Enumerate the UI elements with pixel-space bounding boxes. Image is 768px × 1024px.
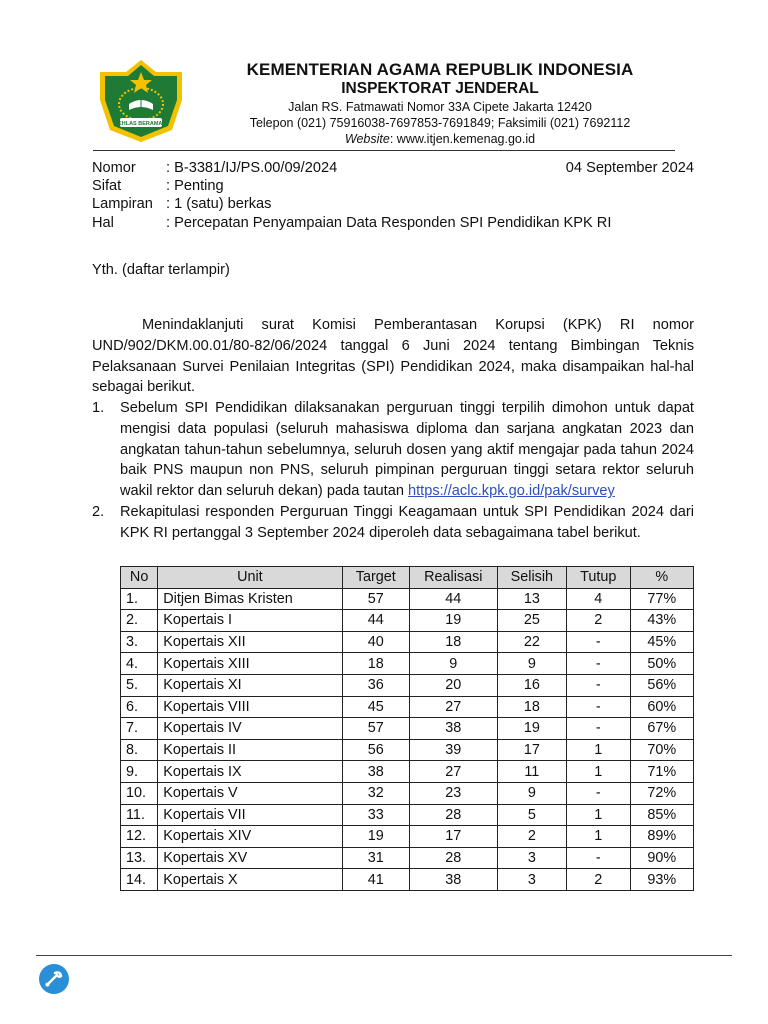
cell-target: 31 [342, 847, 409, 869]
table-row [121, 588, 694, 610]
ministry-name: KEMENTERIAN AGAMA REPUBLIK INDONESIA [246, 60, 634, 79]
cell-tutup: - [567, 674, 630, 696]
cell-percent: 56% [630, 674, 693, 696]
cell-tutup: 1 [567, 804, 630, 826]
col-header-unit: Unit [158, 567, 342, 589]
nomor-label: Nomor [92, 160, 136, 176]
cell-target: 33 [342, 804, 409, 826]
list-number: 2. [92, 504, 105, 520]
footer-divider [36, 955, 732, 956]
cell-unit: Kopertais IX [158, 761, 342, 783]
cell-selisih: 2 [497, 826, 566, 848]
cell-no: 6. [121, 696, 158, 718]
table-row [121, 674, 694, 696]
meta-row-sifat [92, 177, 694, 195]
cell-tutup: - [567, 847, 630, 869]
cell-no: 1. [121, 588, 158, 610]
cell-no: 14. [121, 869, 158, 891]
col-header-tutup: Tutup [567, 567, 630, 589]
cell-tutup: 4 [567, 588, 630, 610]
hal-label: Hal [92, 214, 114, 231]
table-row [121, 631, 694, 653]
table-row [121, 804, 694, 826]
table-row [121, 718, 694, 740]
cell-unit: Kopertais XI [158, 674, 342, 696]
cell-unit: Kopertais XII [158, 631, 342, 653]
col-header-selisih: Selisih [497, 567, 566, 589]
cell-unit: Kopertais VII [158, 804, 342, 826]
cell-unit: Kopertais XV [158, 847, 342, 869]
hal-value: : Percepatan Penyampaian Data Responden SPI Pendidikan KPK RI [166, 214, 612, 231]
website-separator: : [389, 132, 397, 146]
cell-unit: Kopertais X [158, 869, 342, 891]
cell-no: 5. [121, 674, 158, 696]
cell-percent: 60% [630, 696, 693, 718]
cell-realisasi: 18 [410, 631, 498, 653]
cell-target: 18 [342, 653, 409, 675]
list-item-2 [92, 502, 694, 544]
kemenag-logo-icon [94, 58, 188, 144]
office-name: INSPEKTORAT JENDERAL [341, 80, 539, 97]
logo-motto: IKHLAS BERAMAL [116, 121, 166, 127]
table-row [121, 826, 694, 848]
cell-realisasi: 27 [410, 696, 498, 718]
cell-no: 11. [121, 804, 158, 826]
cell-realisasi: 19 [410, 610, 498, 632]
cell-tutup: 2 [567, 869, 630, 891]
cell-no: 7. [121, 718, 158, 740]
cell-target: 56 [342, 739, 409, 761]
meta-row-lampiran [92, 195, 694, 213]
cell-unit: Ditjen Bimas Kristen [158, 588, 342, 610]
cell-no: 8. [121, 739, 158, 761]
table-body [121, 588, 694, 890]
cell-selisih: 19 [497, 718, 566, 740]
cell-realisasi: 38 [410, 869, 498, 891]
cell-target: 44 [342, 610, 409, 632]
cell-percent: 67% [630, 718, 693, 740]
header-divider [93, 150, 675, 151]
cell-unit: Kopertais V [158, 782, 342, 804]
cell-percent: 50% [630, 653, 693, 675]
office-phone: Telepon (021) 75916038-7697853-7691849; Faksimili (021) 7692112 [249, 116, 631, 130]
col-header-no: No [121, 567, 158, 589]
cell-no: 3. [121, 631, 158, 653]
cell-target: 19 [342, 826, 409, 848]
letter-meta [92, 159, 694, 232]
cell-selisih: 3 [497, 847, 566, 869]
letter-date: 04 September 2024 [565, 160, 694, 176]
col-header-realisasi: Realisasi [410, 567, 498, 589]
nomor-value: : B-3381/IJ/PS.00/09/2024 [166, 160, 338, 176]
item1-text: Sebelum SPI Pendidikan dilaksanakan perguruan tinggi terpilih dimohon untuk dapat mengisi data populasi (seluruh mahasiswa diploma dan sarjana angkatan 2023 dan angkatan tahun-tahun sebelumnya, seluruh dosen yang aktif mengajar pada tahun 2024 baik PNS maupun non PNS, seluruh pimpinan perguruan tinggi setara rektor seluruh wakil rektor dan seluruh dekan) pada tautan [120, 400, 694, 500]
scribd-icon[interactable] [38, 963, 70, 995]
sifat-label: Sifat [92, 178, 122, 195]
cell-selisih: 9 [497, 782, 566, 804]
respondent-table [120, 566, 694, 891]
table-row [121, 610, 694, 632]
cell-percent: 77% [630, 588, 693, 610]
intro-paragraph: Menindaklanjuti surat Komisi Pemberantasan Korupsi (KPK) RI nomor UND/902/DKM.00.01/80-82/06/2024 tanggal 6 Juni 2024 tentang Bimbingan Teknis Pelaksanaan Survei Penilaian Integritas (SPI) Pendidikan 2024, maka disampaikan hal-hal sebagai berikut. [92, 317, 694, 396]
cell-unit: Kopertais IV [158, 718, 342, 740]
cell-unit: Kopertais XIII [158, 653, 342, 675]
cell-selisih: 13 [497, 588, 566, 610]
cell-percent: 70% [630, 739, 693, 761]
lampiran-label: Lampiran [92, 196, 153, 213]
table-header-row [121, 567, 694, 589]
office-website [190, 132, 690, 146]
cell-percent: 71% [630, 761, 693, 783]
cell-tutup: 1 [567, 761, 630, 783]
cell-selisih: 3 [497, 869, 566, 891]
cell-tutup: - [567, 653, 630, 675]
cell-unit: Kopertais VIII [158, 696, 342, 718]
cell-selisih: 18 [497, 696, 566, 718]
cell-selisih: 22 [497, 631, 566, 653]
list-item-1 [92, 398, 694, 502]
cell-percent: 90% [630, 847, 693, 869]
cell-realisasi: 39 [410, 739, 498, 761]
cell-target: 32 [342, 782, 409, 804]
cell-percent: 72% [630, 782, 693, 804]
cell-unit: Kopertais I [158, 610, 342, 632]
table-row [121, 847, 694, 869]
cell-target: 38 [342, 761, 409, 783]
cell-target: 57 [342, 588, 409, 610]
cell-selisih: 25 [497, 610, 566, 632]
cell-realisasi: 27 [410, 761, 498, 783]
cell-selisih: 5 [497, 804, 566, 826]
cell-realisasi: 9 [410, 653, 498, 675]
cell-unit: Kopertais XIV [158, 826, 342, 848]
cell-no: 12. [121, 826, 158, 848]
cell-no: 13. [121, 847, 158, 869]
website-url: www.itjen.kemenag.go.id [396, 132, 536, 146]
cell-tutup: - [567, 631, 630, 653]
table-row [121, 782, 694, 804]
survey-link[interactable]: https://aclc.kpk.go.id/pak/survey [408, 483, 615, 500]
sifat-value: : Penting [166, 178, 224, 195]
table-row [121, 761, 694, 783]
cell-target: 36 [342, 674, 409, 696]
cell-percent: 43% [630, 610, 693, 632]
cell-tutup: - [567, 782, 630, 804]
cell-tutup: - [567, 718, 630, 740]
col-header-percent: % [630, 567, 693, 589]
cell-no: 9. [121, 761, 158, 783]
cell-tutup: 2 [567, 610, 630, 632]
cell-percent: 93% [630, 869, 693, 891]
cell-no: 4. [121, 653, 158, 675]
cell-target: 45 [342, 696, 409, 718]
cell-realisasi: 38 [410, 718, 498, 740]
cell-selisih: 16 [497, 674, 566, 696]
col-header-target: Target [342, 567, 409, 589]
cell-no: 10. [121, 782, 158, 804]
cell-selisih: 11 [497, 761, 566, 783]
cell-realisasi: 23 [410, 782, 498, 804]
cell-target: 41 [342, 869, 409, 891]
meta-row-hal [92, 214, 694, 232]
lampiran-value: : 1 (satu) berkas [166, 196, 272, 213]
website-label: Website [344, 132, 390, 146]
office-address: Jalan RS. Fatmawati Nomor 33A Cipete Jakarta 12420 [288, 100, 592, 114]
cell-tutup: 1 [567, 826, 630, 848]
table-row [121, 869, 694, 891]
list-item-text [120, 398, 694, 502]
cell-no: 2. [121, 610, 158, 632]
greeting: Yth. (daftar terlampir) [92, 262, 230, 278]
cell-realisasi: 44 [410, 588, 498, 610]
cell-target: 40 [342, 631, 409, 653]
cell-percent: 85% [630, 804, 693, 826]
table-row [121, 739, 694, 761]
list-number: 1. [92, 400, 105, 416]
cell-tutup: 1 [567, 739, 630, 761]
cell-percent: 89% [630, 826, 693, 848]
cell-selisih: 17 [497, 739, 566, 761]
item2-text: Rekapitulasi responden Perguruan Tinggi Keagamaan untuk SPI Pendidikan 2024 dari KPK RI pertanggal 3 September 2024 diperoleh data sebagaimana tabel berikut. [120, 504, 694, 541]
cell-realisasi: 20 [410, 674, 498, 696]
cell-selisih: 9 [497, 653, 566, 675]
table-row [121, 653, 694, 675]
cell-target: 57 [342, 718, 409, 740]
cell-tutup: - [567, 696, 630, 718]
cell-realisasi: 28 [410, 804, 498, 826]
cell-unit: Kopertais II [158, 739, 342, 761]
cell-realisasi: 28 [410, 847, 498, 869]
cell-realisasi: 17 [410, 826, 498, 848]
cell-percent: 45% [630, 631, 693, 653]
table-row [121, 696, 694, 718]
